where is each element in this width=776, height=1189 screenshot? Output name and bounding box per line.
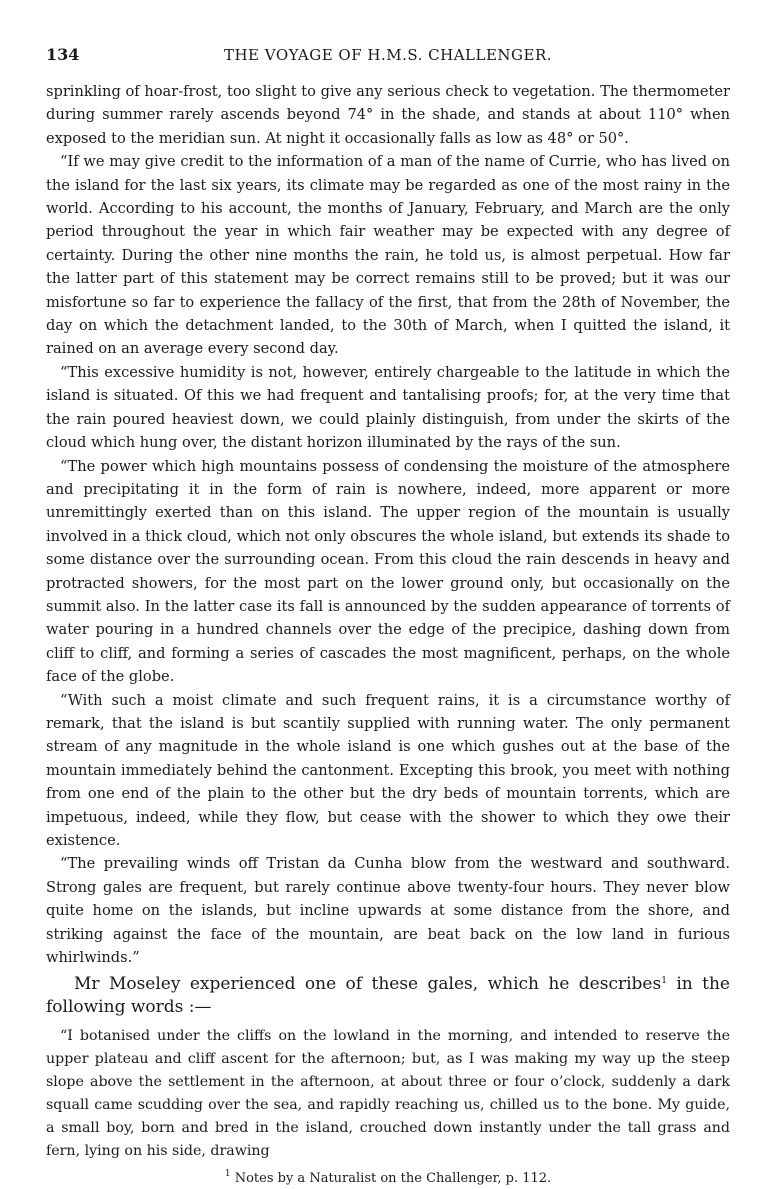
paragraph-5: “With such a moist climate and such frequent rains, it is a circumstance worthy of remark, that the island is but scantily supplied with running water. The only permanent stream of any magnitude in the whole island is one which gushes out at the base of the mountain immediately behind the cantonment. Excepting this brook, you meet with nothing from one end of the plain to the other but the dry beds of mountain torrents, which are impetuous, indeed, while they flow, but cease with the shower to which they owe their existence.: [46, 691, 730, 849]
moseley-paragraph-text: [46, 973, 730, 1019]
paragraph-1: sprinkling of hoar-frost, too slight to give any serious check to vegetation. The thermometer during summer rarely ascends beyond 74° in the shade, and stands at about 110° when exposed to the meridian sun. At night it occasionally falls as low as 48° or 50°.: [46, 83, 730, 147]
moseley-text-before: Mr Moseley experienced one of these gales, which he describes: [74, 974, 662, 995]
moseley-text-after: in the following words :—: [46, 974, 730, 1018]
book-page: [46, 44, 730, 1189]
paragraph-6: “The prevailing winds off Tristan da Cunha blow from the westward and southward. Strong gales are frequent, but rarely continue above twenty-four hours. They never blow quite home on the islands, but incline upwards at some distance from the shore, and striking against the face of the mountain, are beat back on the low land in furious whirlwinds.”: [46, 855, 730, 967]
footnote-text: Notes by a Naturalist on the Challenger, p. 112.: [230, 1171, 552, 1187]
quote-block: [46, 1025, 730, 1163]
running-title: THE VOYAGE OF H.M.S. CHALLENGER.: [223, 46, 553, 64]
footnote-marker: 1: [224, 1169, 231, 1180]
quote-paragraph: “I botanised under the cliffs on the lowland in the morning, and intended to reserve the upper plateau and cliff ascent for the afternoon; but, as I was making my way up the steep slope above the settlement in the afternoon, at about three or four o’clock, suddenly a dark squall came scudding over the sea, and rapidly reaching us, chilled us to the bone. My guide, a small boy, born and bred in the island, crouched down instantly under the tall grass and fern, lying on his side, drawing: [46, 1028, 730, 1160]
page-header: [46, 44, 730, 66]
body-text: [46, 80, 730, 969]
paragraph-3: “This excessive humidity is not, however, entirely chargeable to the latitude in which the island is situated. Of this we had frequent and tantalising proofs; for, at the very time that the rain poured heaviest down, we could plainly distinguish, from under the skirts of the cloud which hung over, the distant horizon illuminated by the rays of the sun.: [46, 363, 730, 452]
footnote: [46, 1169, 730, 1189]
paragraph-4: “The power which high mountains possess of condensing the moisture of the atmosphere and precipitating it in the form of rain is nowhere, indeed, more apparent or more unremittingly exerted than on this island. The upper region of the mountain is usually involved in a thick cloud, which not only obscures the whole island, but extends its shade to some distance over the surrounding ocean. From this cloud the rain descends in heavy and protracted showers, for the most part on the lower ground only, but occasionally on the summit also. In the latter case its fall is announced by the sudden appearance of torrents of water pouring in a hundred channels over the edge of the precipice, dashing down from cliff to cliff, and forming a series of cascades the most magnificent, perhaps, on the whole face of the globe.: [46, 457, 730, 686]
moseley-paragraph: [46, 973, 730, 1019]
footnote-reference: 1: [661, 976, 667, 987]
paragraph-2: “If we may give credit to the information of a man of the name of Currie, who has lived on the island for the last six years, its climate may be regarded as one of the most rainy in the world. According to his account, the months of January, February, and March are the only period throughout the year in which fair weather may be expected with any degree of certainty. During the other nine months the rain, he told us, is almost perpetual. How far the latter part of this statement may be correct remains still to be proved; but it was our misfortune so far to experience the fallacy of the first, that from the 28th of November, the day on which the detachment landed, to the 30th of March, when I quitted the island, it rained on an average every second day.: [46, 153, 730, 358]
page-number: 134: [46, 45, 80, 64]
